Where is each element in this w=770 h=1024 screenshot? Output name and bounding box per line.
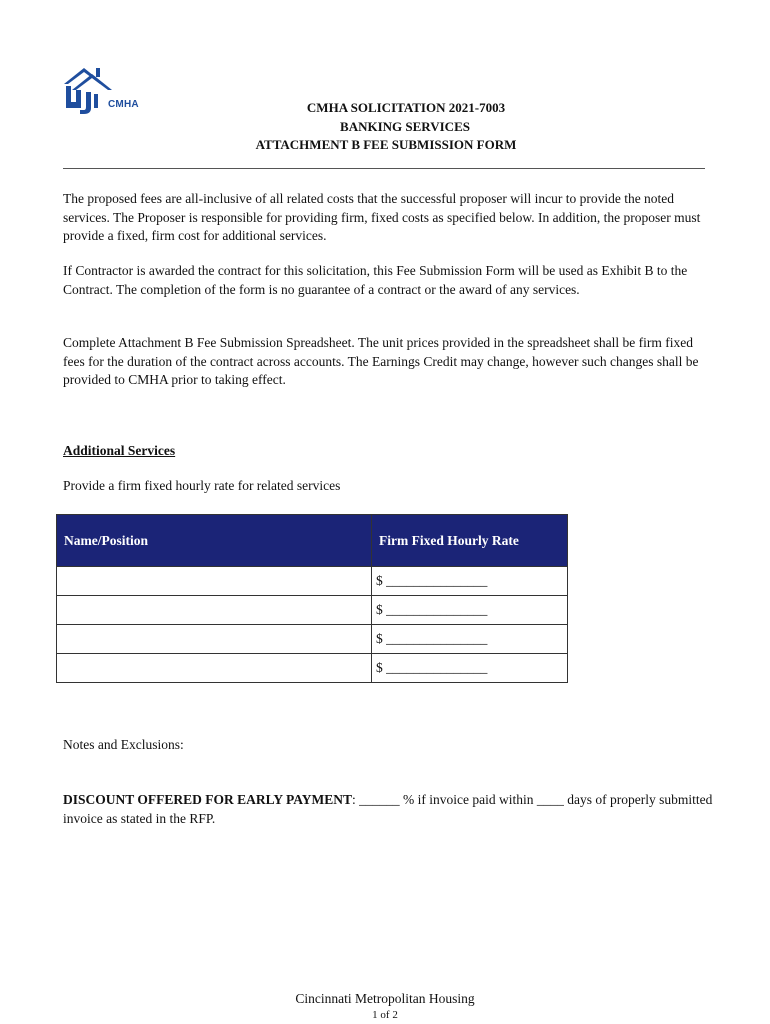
logo-wordmark: CMHA <box>108 99 139 110</box>
table-row <box>57 596 568 625</box>
solicitation-number: CMHA SOLICITATION 2021-7003 <box>306 100 506 115</box>
name-position-cell[interactable] <box>57 567 372 596</box>
discount-terms: : ______ % if invoice paid within ____ days of properly submitted invoice as stated in the RFP. <box>63 792 713 826</box>
name-position-cell[interactable] <box>57 596 372 625</box>
column-header-name-position: Name/Position <box>57 515 372 567</box>
early-payment-discount <box>63 790 713 828</box>
discount-label: DISCOUNT OFFERED FOR EARLY PAYMENT <box>63 792 353 807</box>
hourly-rate-cell[interactable]: $ _______________ <box>372 596 568 625</box>
column-header-hourly-rate: Firm Fixed Hourly Rate <box>372 515 568 567</box>
hourly-rate-instruction: Provide a firm fixed hourly rate for related services <box>63 478 341 493</box>
spreadsheet-paragraph: Complete Attachment B Fee Submission Spreadsheet. The unit prices provided in the spreadsheet shall be firm fixed fees for the duration of the contract across accounts. The Earnings Credit may change, however such changes shall be provided to CMHA prior to taking effect. <box>63 335 699 387</box>
table-row <box>57 567 568 596</box>
additional-services-heading: Additional Services <box>63 443 176 458</box>
table-header-row <box>57 515 568 567</box>
header-divider <box>63 168 705 169</box>
name-position-cell[interactable] <box>57 654 372 683</box>
notes-exclusions-label: Notes and Exclusions: <box>63 737 184 752</box>
page-number: 1 of 2 <box>372 1009 398 1021</box>
table-row <box>57 654 568 683</box>
hourly-rate-cell[interactable]: $ _______________ <box>372 625 568 654</box>
hourly-rate-cell[interactable]: $ _______________ <box>372 567 568 596</box>
hourly-rate-table <box>56 514 568 683</box>
hourly-rate-cell[interactable]: $ _______________ <box>372 654 568 683</box>
name-position-cell[interactable] <box>57 625 372 654</box>
contract-paragraph: If Contractor is awarded the contract for this solicitation, this Fee Submission Form will be used as Exhibit B to the Contract. The completion of the form is no guarantee of a contract or the award of any services. <box>63 263 688 297</box>
fees-paragraph: The proposed fees are all-inclusive of all related costs that the successful proposer will incur to provide the noted services. The Proposer is responsible for providing firm, fixed costs as specified below. In addition, the proposer must provide a fixed, firm cost for additional services. <box>63 191 701 243</box>
form-title: ATTACHMENT B FEE SUBMISSION FORM <box>255 137 517 152</box>
table-row <box>57 625 568 654</box>
services-title: BANKING SERVICES <box>340 119 470 134</box>
footer-organization: Cincinnati Metropolitan Housing <box>295 991 475 1006</box>
